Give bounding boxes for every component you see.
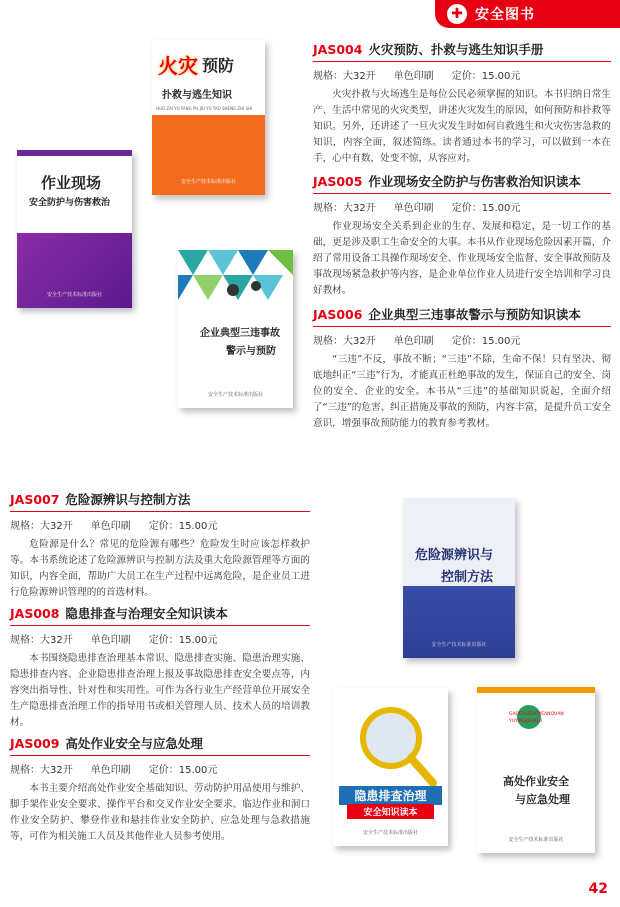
book-cover-site [17, 150, 132, 308]
red-cross-logo-icon: ✚ [447, 4, 467, 24]
entry-code: JAS007 [10, 492, 60, 507]
spec-price: 定价：15.00元 [148, 521, 218, 532]
entry-code: JAS006 [313, 307, 363, 322]
spec-price: 定价：15.00元 [148, 635, 218, 646]
entry-title: 危险源辨识与控制方法 [65, 492, 191, 507]
spec-format: 规格：大32开 [313, 336, 376, 347]
entry-divider [313, 326, 611, 327]
entry-spec [313, 199, 611, 214]
entry-description: “三违”不反，事故不断；“三违”不除，生命不保！只有坚决、彻底地纠正“三违”行为，才能真正杜绝事故的发生，保证自己的安全、岗位的安全、企业的安全。本书从“三违”的基础知识说起，全面介绍了“三违”的危害、纠正措施及事故的预防，内容丰富，是提升员工安全意识，增强事故预防能力的教育参考教材。 [313, 354, 611, 429]
spec-print: 单色印刷 [90, 521, 131, 532]
spec-format: 规格：大32开 [313, 71, 376, 82]
book-cover-fire [152, 40, 265, 195]
entry-title: 隐患排查与治理安全知识读本 [65, 606, 228, 621]
book-hazard-publisher: 安全生产技术标准出版社 [431, 642, 487, 648]
entry-title-line [313, 40, 611, 58]
entry-title-line [313, 305, 611, 323]
spec-print: 单色印刷 [90, 635, 131, 646]
spec-price: 定价：15.00元 [451, 203, 521, 214]
entry-spec [313, 332, 611, 347]
book-hazard-title: 危险源辨识与 [415, 548, 494, 563]
entry-code: JAS004 [313, 42, 363, 57]
entry-code: JAS005 [313, 174, 363, 189]
entry-title-line [10, 734, 310, 752]
entry-title-line [10, 490, 310, 508]
spec-print: 单色印刷 [393, 203, 434, 214]
entry-description: 作业现场安全关系到企业的生存、发展和稳定，是一切工作的基础，更是涉及职工生命安全的大事。本书从作业现场危险因素开篇，介绍了常用设备工具操作现场安全、作业现场安全监督、安全事故预防及事故现场紧急救护等内容，是企业单位作业人员进行安全培训和学习良好教材。 [313, 221, 611, 296]
entry-jas006 [313, 305, 611, 432]
entry-title-line [313, 172, 611, 190]
spec-price: 定价：15.00元 [148, 765, 218, 776]
entry-spec [10, 631, 310, 646]
book-sanwei-pattern [178, 250, 293, 320]
entry-spec [10, 517, 310, 532]
entry-jas007 [10, 490, 310, 601]
book-height-subtitle: 与应急处理 [515, 793, 570, 806]
section-badge [435, 0, 620, 28]
spec-price: 定价：15.00元 [451, 336, 521, 347]
entry-spec [313, 67, 611, 82]
book-sanwei-publisher: 安全生产技术标准出版社 [207, 392, 263, 398]
book-sanwei-title: 企业典型三违事故 [200, 328, 280, 339]
spec-format: 规格：大32开 [10, 635, 73, 646]
spec-price: 定价：15.00元 [451, 71, 521, 82]
book-sanwei-subtitle: 警示与预防 [226, 346, 276, 357]
entry-title: 企业典型三违事故警示与预防知识读本 [368, 307, 581, 322]
book-height-pinyin: GAOCHUZUOYEANQUAN YUYINGJICHULI [509, 712, 564, 724]
entry-divider [313, 193, 611, 194]
section-title: 安全图书 [475, 7, 535, 23]
magnifier-icon [333, 698, 448, 798]
entry-title: 火灾预防、扑救与逃生知识手册 [368, 42, 544, 57]
book-fire-publisher: 安全生产技术标准出版社 [180, 179, 236, 185]
entry-spec [10, 761, 310, 776]
book-cover-hazard [403, 498, 515, 658]
entry-title: 高处作业安全与应急处理 [65, 736, 203, 751]
book-cover-hidden [333, 688, 448, 846]
entry-title-line [10, 604, 310, 622]
book-fire-pinyin: HUO ZAI YU FANG PU JIU YU TAO SHENG ZHI SHI [156, 106, 253, 111]
spec-print: 单色印刷 [90, 765, 131, 776]
entry-jas004 [313, 40, 611, 167]
entry-title: 作业现场安全防护与伤害救治知识读本 [368, 174, 581, 189]
page-number: 42 [588, 881, 608, 897]
entry-description: 火灾扑救与火场逃生是每位公民必须掌握的知识。本书归纳日常生产、生活中常见的火灾类型，讲述火灾发生的原因，如何预防和扑救等知识。另外，还讲述了一旦火灾发生时如何自救逃生和火灾伤害急救的知识，内容全面，叙述简练。读者通过本书的学习，可以做到一本在手，心中有数，处变不惊，从容应对。 [313, 89, 611, 164]
entry-jas009 [10, 734, 310, 845]
book-hazard-subtitle: 控制方法 [441, 570, 494, 585]
book-height-title: 高处作业安全 [503, 775, 569, 788]
entry-code: JAS008 [10, 606, 60, 621]
entry-divider [313, 61, 611, 62]
book-hidden-publisher: 安全生产技术标准出版社 [362, 830, 418, 836]
book-height-publisher: 安全生产技术标准出版社 [508, 837, 564, 843]
entry-description: 本书主要介绍高处作业安全基础知识、劳动防护用品使用与维护、脚手架作业安全要求、操作平台和交叉作业安全要求、临边作业和洞口作业安全防护、攀登作业和悬挂作业安全防护、应急处理与急救措施等，可作为相关施工人员及其他作业人员参考使用。 [10, 783, 310, 842]
entry-jas005 [313, 172, 611, 299]
spec-print: 单色印刷 [393, 71, 434, 82]
entry-divider [10, 755, 310, 756]
entry-description: 危险源是什么？常见的危险源有哪些？危险发生时应该怎样救护等。本书系统论述了危险源辨识与控制方法及重大危险源管理等方面的知识，内容全面，帮助广大员工在生产过程中远离危险，是企业员工进行危险源辨识管理的的首选材料。 [10, 539, 310, 598]
entry-code: JAS009 [10, 736, 60, 751]
book-fire-subtitle: 扑救与逃生知识 [162, 90, 232, 101]
book-site-title: 作业现场 [41, 174, 102, 192]
spec-print: 单色印刷 [393, 336, 434, 347]
book-fire-title-b: 预防 [202, 56, 235, 75]
book-cover-height [477, 687, 595, 853]
entry-description: 本书围绕隐患排查治理基本常识、隐患排查实施、隐患治理实施、隐患排查内容、企业隐患排查治理上报及事故隐患排查安全要点等，内容突出指导性、针对性和实用性。可作为各行业生产经营单位开展安全生产隐患排查治理工作的指导用书或相关管理人员、技术人员的培训教材。 [10, 653, 310, 728]
book-fire-title-a: 火灾 [158, 54, 198, 78]
entry-divider [10, 625, 310, 626]
book-cover-sanwei [178, 250, 293, 408]
spec-format: 规格：大32开 [10, 765, 73, 776]
entry-jas008 [10, 604, 310, 731]
spec-format: 规格：大32开 [10, 521, 73, 532]
spec-format: 规格：大32开 [313, 203, 376, 214]
entry-divider [10, 511, 310, 512]
book-site-publisher: 安全生产技术标准出版社 [46, 292, 102, 298]
book-site-subtitle: 安全防护与伤害救治 [29, 198, 111, 208]
book-hidden-title: 隐患排查治理 [339, 786, 442, 805]
book-hidden-subtitle: 安全知识读本 [347, 804, 434, 819]
